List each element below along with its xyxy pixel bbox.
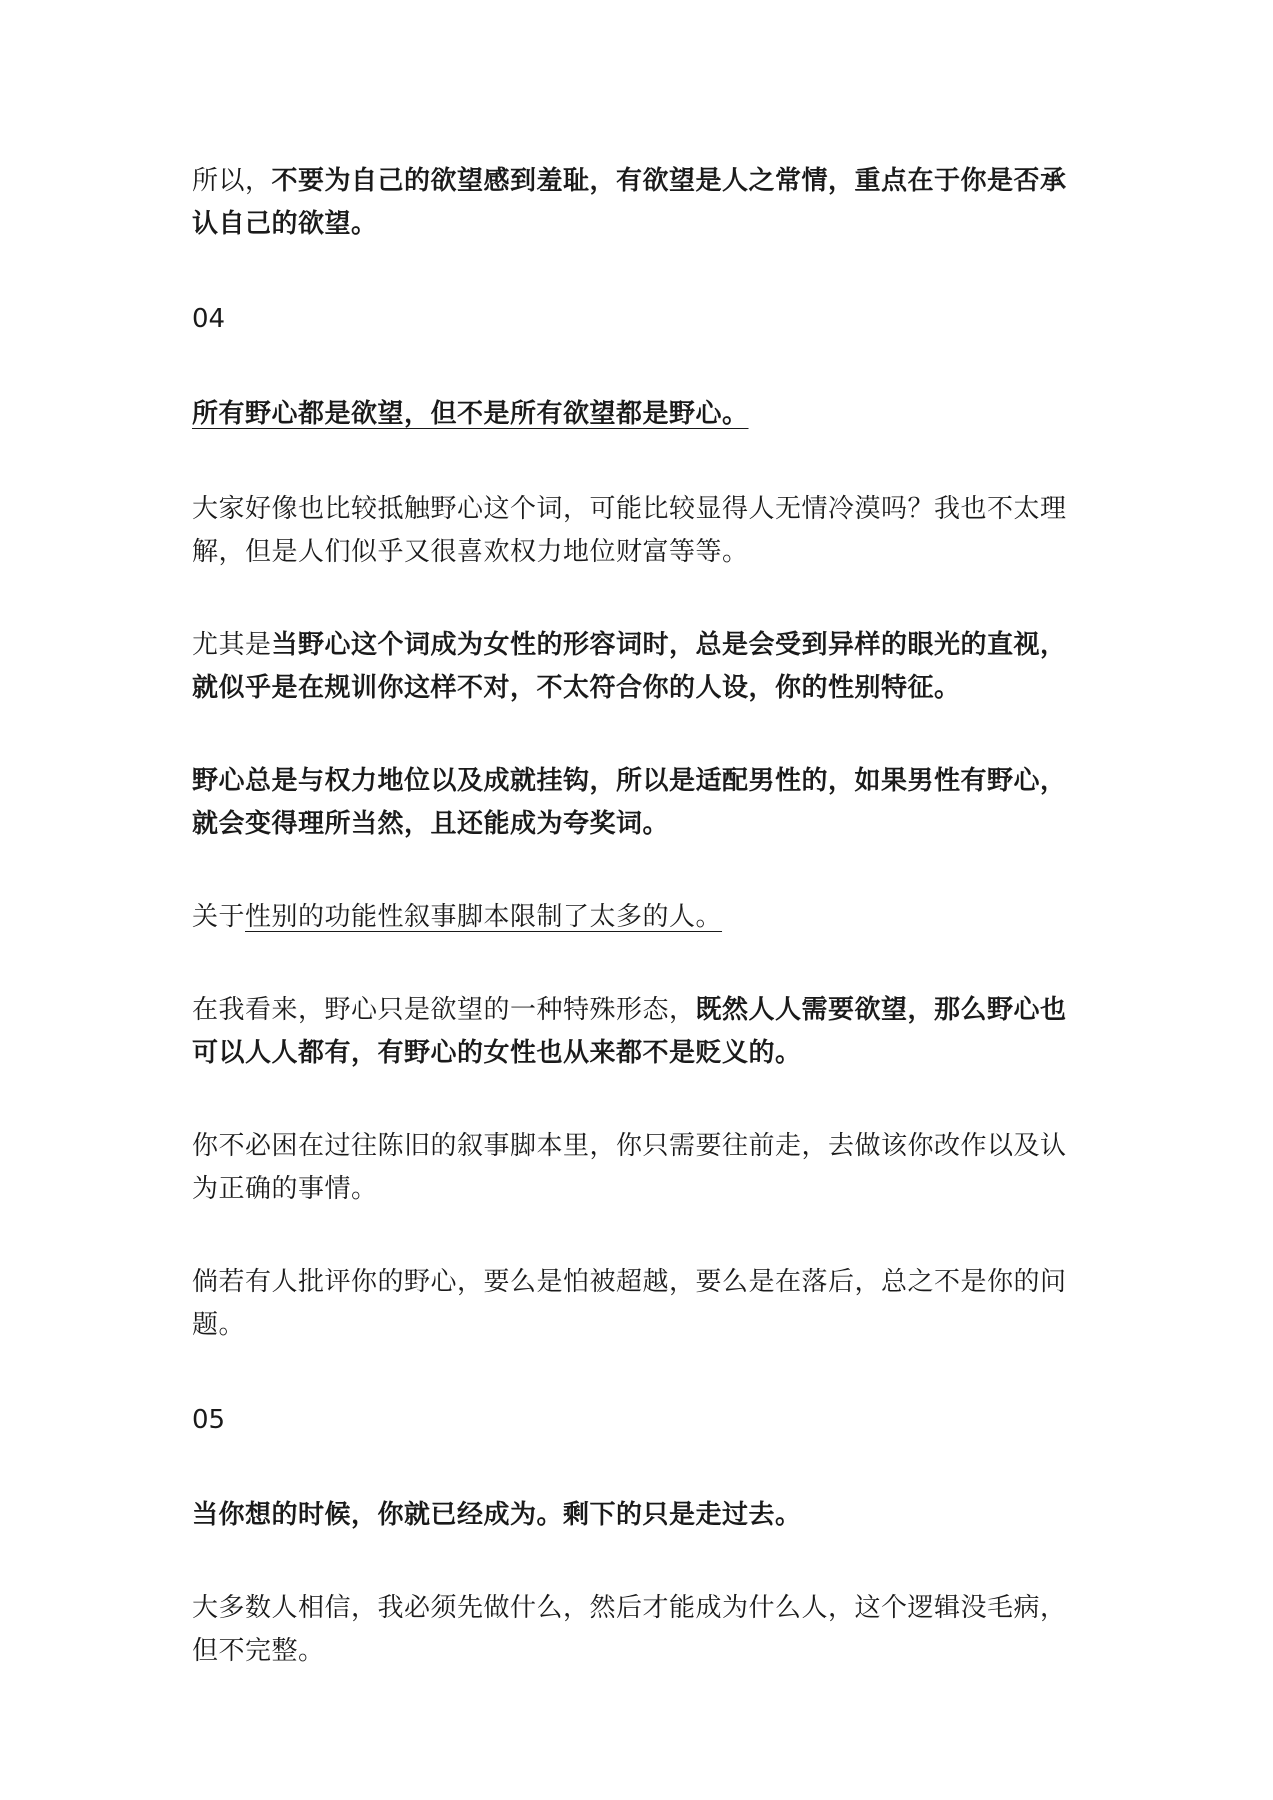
text-run: 所以， bbox=[192, 166, 272, 196]
text-run: 关于 bbox=[192, 902, 246, 932]
bold-text-run: 不要为自己的欲望感到羞耻，有欲望是人之常情，重点在于你是否承认自己的欲望。 bbox=[192, 166, 1067, 239]
bold-text-run: 既然人人需要欲望，那么野心也可以人人都有，有野心的女性也从来都不是贬义的。 bbox=[192, 995, 1067, 1068]
text-run: 在我看来，野心只是欲望的一种特殊形态， bbox=[192, 995, 696, 1025]
paragraph-6 bbox=[192, 896, 1092, 939]
paragraph-5 bbox=[192, 760, 1092, 846]
paragraph-3 bbox=[192, 488, 1092, 574]
text-run: 大家好像也比较抵触野心这个词，可能比较显得人无情冷漠吗？我也不太理解，但是人们似乎又很喜欢权力地位财富等等。 bbox=[192, 494, 1067, 567]
paragraph-4 bbox=[192, 624, 1092, 710]
text-run: 尤其是 bbox=[192, 630, 272, 660]
paragraph-8 bbox=[192, 1125, 1092, 1211]
paragraph-10 bbox=[192, 1494, 1092, 1537]
paragraph-11 bbox=[192, 1587, 1092, 1673]
document-page bbox=[192, 160, 1092, 1673]
section-number-05: 05 bbox=[192, 1405, 226, 1435]
paragraph-7 bbox=[192, 989, 1092, 1075]
text-run: 倘若有人批评你的野心，要么是怕被超越，要么是在落后，总之不是你的问题。 bbox=[192, 1267, 1067, 1340]
bold-text-run: 当野心这个词成为女性的形容词时，总是会受到异样的眼光的直视，就似乎是在规训你这样不对，不太符合你的人设，你的性别特征。 bbox=[192, 630, 1067, 703]
text-run: 大多数人相信，我必须先做什么，然后才能成为什么人，这个逻辑没毛病，但不完整。 bbox=[192, 1593, 1067, 1666]
section-number-04: 04 bbox=[192, 304, 226, 334]
paragraph-1 bbox=[192, 160, 1092, 246]
bold-underlined-text-run: 所有野心都是欲望，但不是所有欲望都是野心。 bbox=[192, 399, 749, 429]
paragraph-2 bbox=[192, 393, 1092, 436]
text-run: 你不必困在过往陈旧的叙事脚本里，你只需要往前走，去做该你改作以及认为正确的事情。 bbox=[192, 1131, 1067, 1204]
paragraph-9 bbox=[192, 1261, 1092, 1347]
bold-text-run: 当你想的时候，你就已经成为。剩下的只是走过去。 bbox=[192, 1500, 802, 1530]
underlined-text-run: 性别的功能性叙事脚本限制了太多的人。 bbox=[245, 902, 723, 932]
bold-text-run: 野心总是与权力地位以及成就挂钩，所以是适配男性的，如果男性有野心，就会变得理所当然，且还能成为夸奖词。 bbox=[192, 766, 1067, 839]
